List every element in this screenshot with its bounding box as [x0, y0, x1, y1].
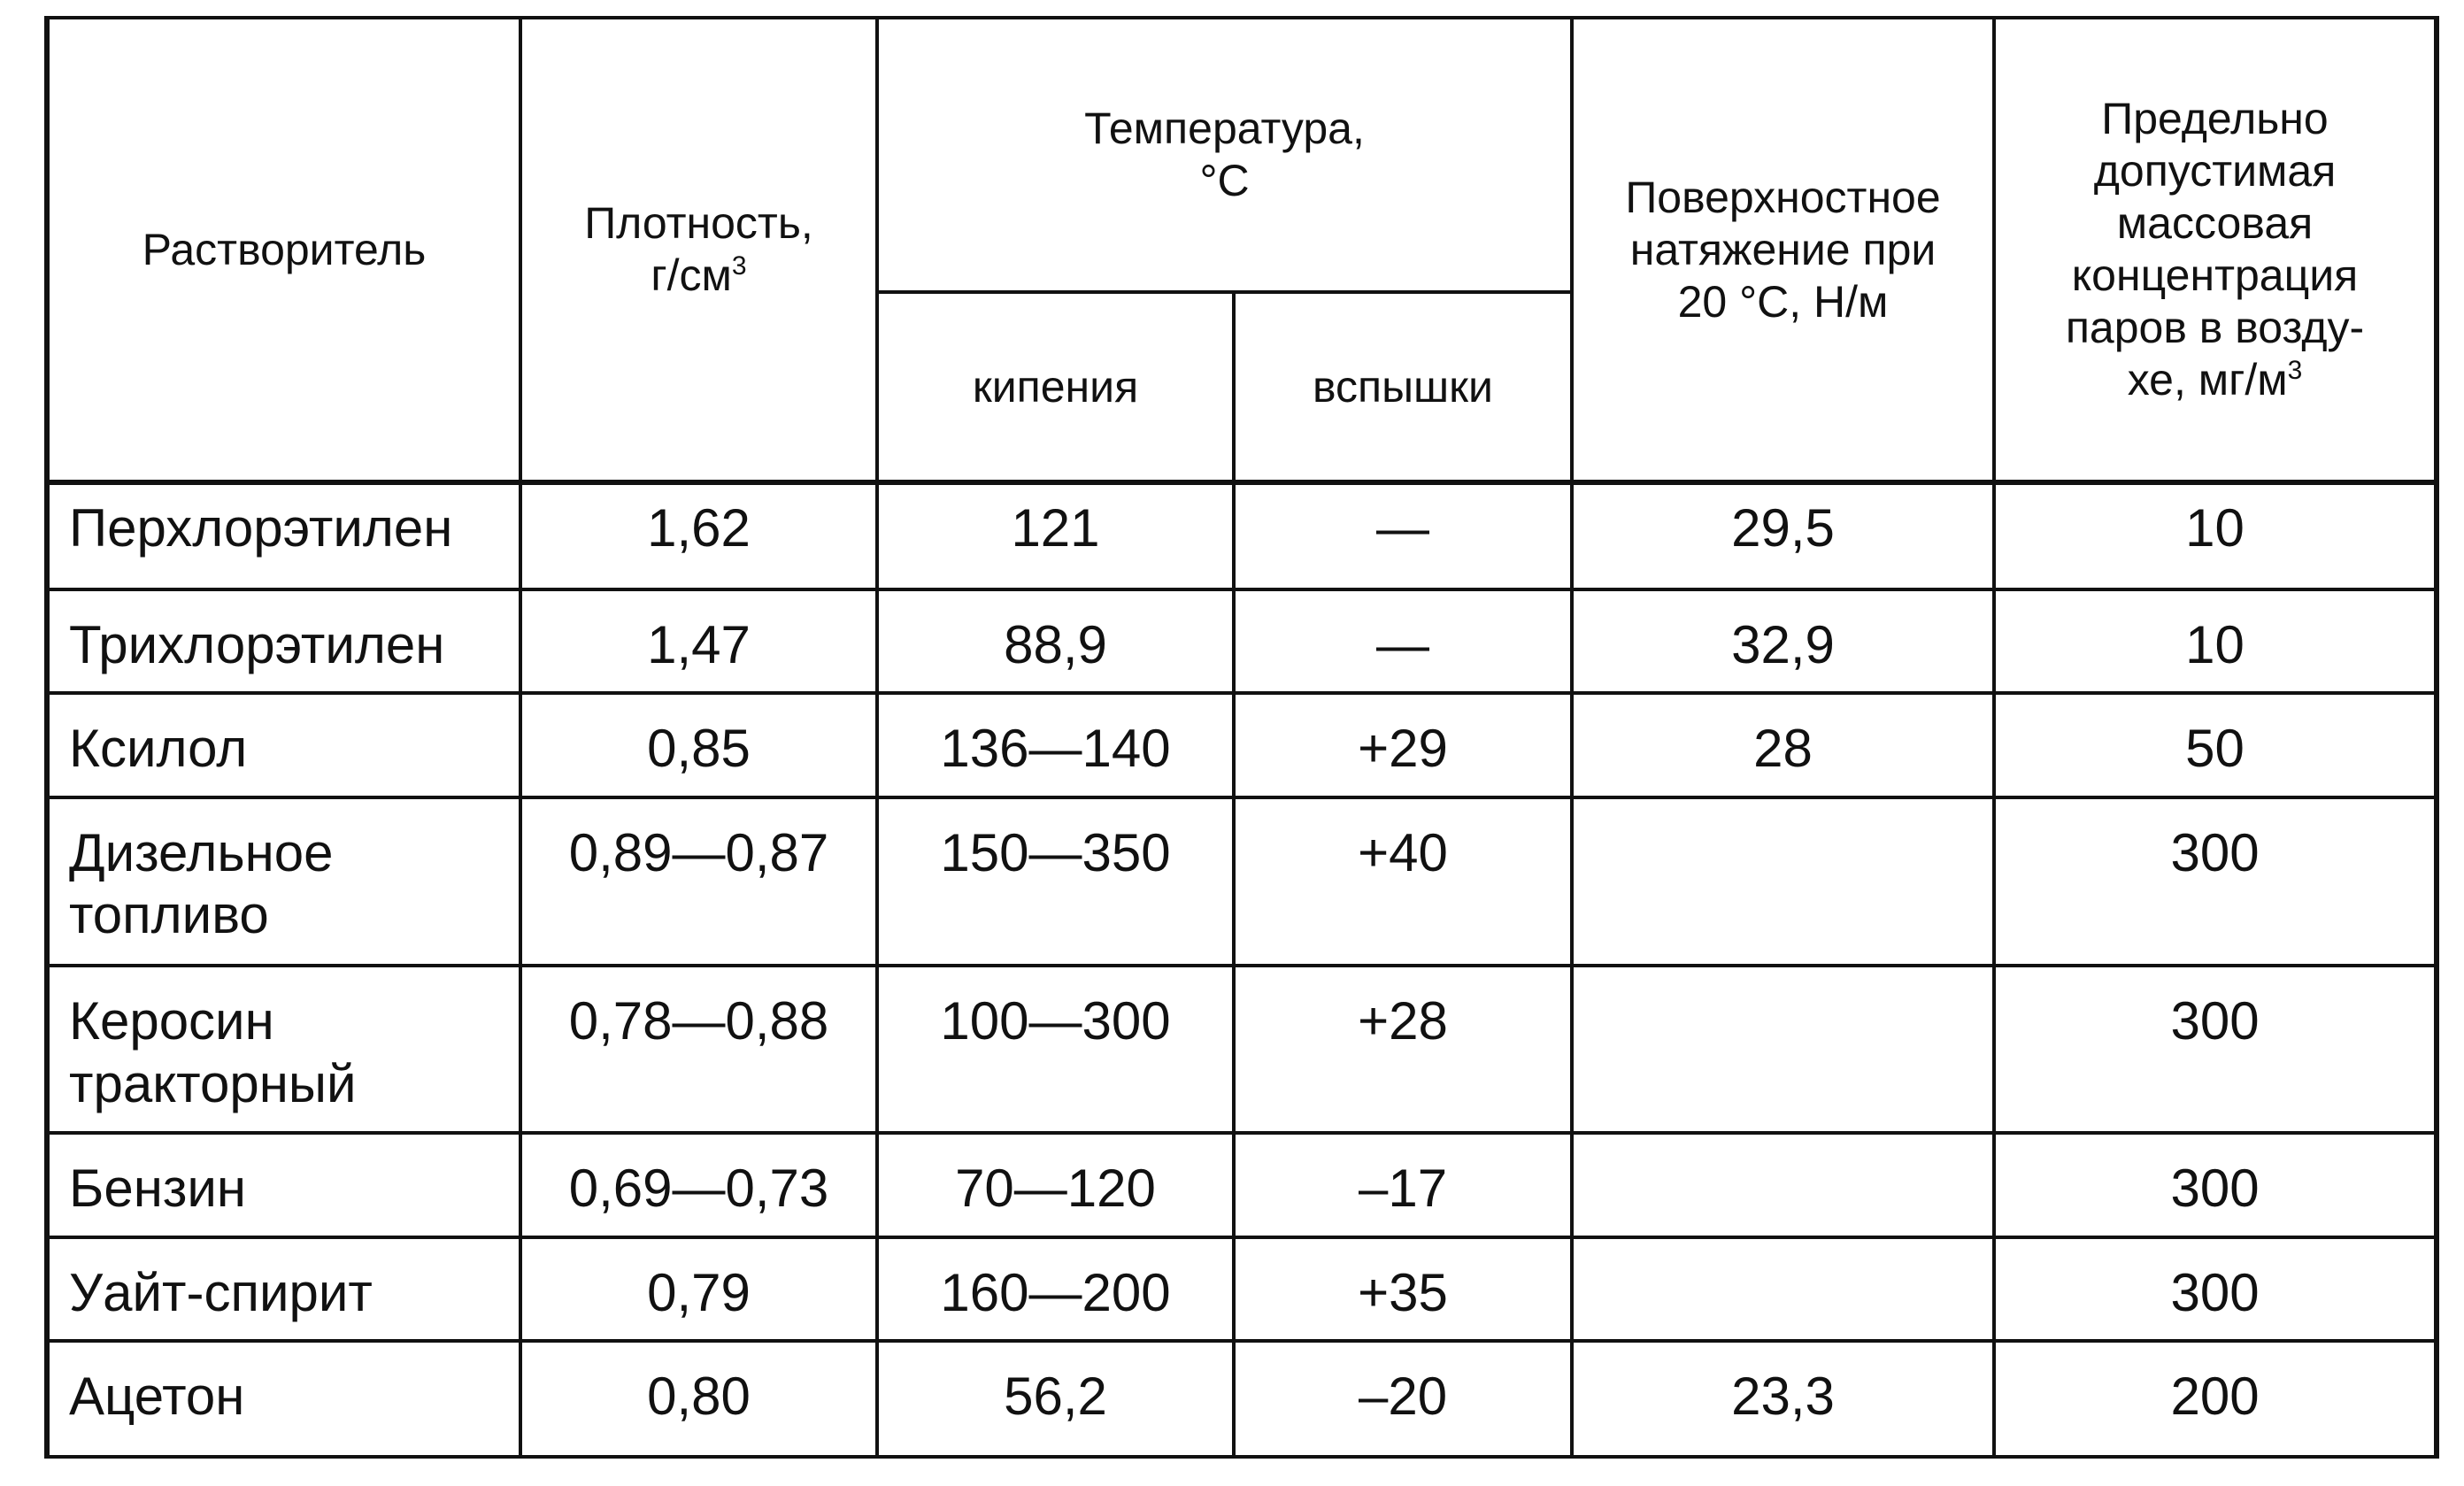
cell-density: 0,89—0,87 — [520, 797, 877, 966]
cell-max-concentration: 300 — [1994, 966, 2437, 1133]
cell-flash-temp: +29 — [1234, 693, 1572, 797]
table-row — [47, 482, 2437, 589]
solvent-properties-sheet — [44, 16, 2434, 1459]
cell-flash-temp: +40 — [1234, 797, 1572, 966]
table-header — [47, 18, 2437, 482]
header-temperature: Температура, °С — [877, 18, 1572, 292]
cell-boiling-temp: 56,2 — [877, 1341, 1234, 1457]
cell-boiling-temp: 150—350 — [877, 797, 1234, 966]
cell-solvent: Ксилол — [47, 693, 520, 797]
cell-flash-temp: –20 — [1234, 1341, 1572, 1457]
header-flash: вспышки — [1234, 292, 1572, 482]
table-row — [47, 797, 2437, 966]
header-max-concentration-label: Предельно допустимая массовая концентрация паров в возду- хе, мг/м — [2065, 94, 2365, 404]
cell-density: 0,85 — [520, 693, 877, 797]
cell-flash-temp: +28 — [1234, 966, 1572, 1133]
table-row — [47, 1237, 2437, 1342]
table-row — [47, 589, 2437, 694]
cell-density: 0,69—0,73 — [520, 1133, 877, 1237]
cell-density: 1,62 — [520, 482, 877, 589]
solvent-properties-table — [44, 16, 2439, 1459]
cell-flash-temp: — — [1234, 482, 1572, 589]
cell-boiling-temp: 70—120 — [877, 1133, 1234, 1237]
table-row — [47, 693, 2437, 797]
cell-surface-tension: 28 — [1572, 693, 1994, 797]
cell-max-concentration: 200 — [1994, 1341, 2437, 1457]
cell-flash-temp: +35 — [1234, 1237, 1572, 1342]
cell-surface-tension — [1572, 1133, 1994, 1237]
header-density-exponent: 3 — [731, 251, 747, 281]
cell-surface-tension — [1572, 797, 1994, 966]
cell-solvent: Уайт-спирит — [47, 1237, 520, 1342]
header-density — [520, 18, 877, 482]
cell-solvent: Керосин тракторный — [47, 966, 520, 1133]
cell-solvent: Бензин — [47, 1133, 520, 1237]
cell-surface-tension — [1572, 966, 1994, 1133]
cell-max-concentration: 10 — [1994, 589, 2437, 694]
cell-flash-temp: — — [1234, 589, 1572, 694]
cell-surface-tension: 29,5 — [1572, 482, 1994, 589]
cell-density: 0,78—0,88 — [520, 966, 877, 1133]
cell-flash-temp: –17 — [1234, 1133, 1572, 1237]
cell-boiling-temp: 88,9 — [877, 589, 1234, 694]
cell-solvent: Трихлорэтилен — [47, 589, 520, 694]
cell-boiling-temp: 136—140 — [877, 693, 1234, 797]
table-row — [47, 966, 2437, 1133]
cell-density: 0,79 — [520, 1237, 877, 1342]
table-row — [47, 1341, 2437, 1457]
cell-boiling-temp: 160—200 — [877, 1237, 1234, 1342]
table-row — [47, 1133, 2437, 1237]
cell-surface-tension — [1572, 1237, 1994, 1342]
header-row-top — [47, 18, 2437, 292]
cell-max-concentration: 300 — [1994, 1237, 2437, 1342]
cell-max-concentration: 300 — [1994, 1133, 2437, 1237]
cell-max-concentration: 300 — [1994, 797, 2437, 966]
cell-density: 0,80 — [520, 1341, 877, 1457]
cell-solvent: Дизельное топливо — [47, 797, 520, 966]
header-surface-tension: Поверхностное натяжение при 20 °С, Н/м — [1572, 18, 1994, 482]
cell-boiling-temp: 121 — [877, 482, 1234, 589]
cell-density: 1,47 — [520, 589, 877, 694]
header-max-concentration — [1994, 18, 2437, 482]
cell-max-concentration: 50 — [1994, 693, 2437, 797]
header-density-label: Плотность, г/см — [584, 198, 813, 300]
cell-surface-tension: 23,3 — [1572, 1341, 1994, 1457]
cell-solvent: Ацетон — [47, 1341, 520, 1457]
cell-solvent: Перхлорэтилен — [47, 482, 520, 589]
header-solvent: Растворитель — [47, 18, 520, 482]
header-boiling: кипения — [877, 292, 1234, 482]
table-body — [47, 482, 2437, 1457]
cell-max-concentration: 10 — [1994, 482, 2437, 589]
cell-surface-tension: 32,9 — [1572, 589, 1994, 694]
header-max-concentration-exponent: 3 — [2287, 356, 2303, 385]
cell-boiling-temp: 100—300 — [877, 966, 1234, 1133]
